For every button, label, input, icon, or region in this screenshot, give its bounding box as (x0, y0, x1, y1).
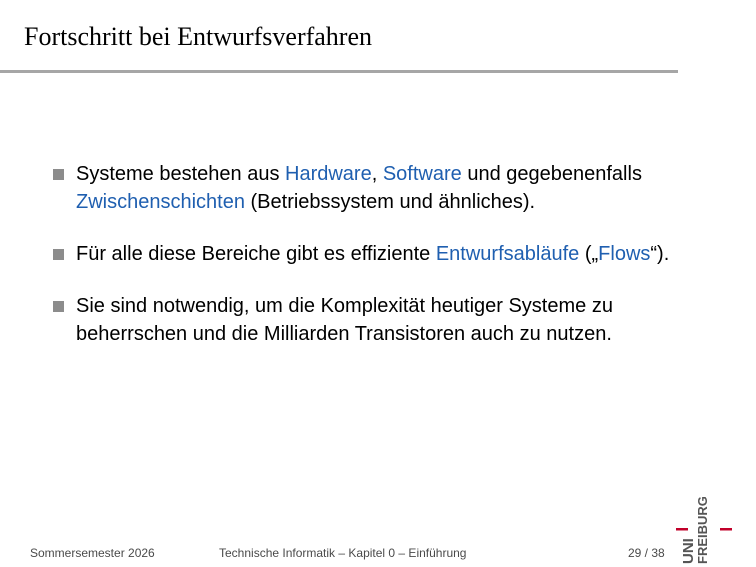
bullet-text: Systeme bestehen aus (76, 163, 286, 185)
bullet-item (52, 292, 692, 348)
highlighted-term: Zwischenschichten (76, 191, 245, 213)
bullet-item (52, 160, 692, 216)
logo-accent-bar-right (720, 528, 732, 531)
bullet-text: Für alle diese Bereiche gibt es effiziente (76, 243, 436, 265)
title-divider (0, 70, 678, 73)
bullet-text: (Betriebssystem und ähnliches). (244, 191, 536, 213)
highlighted-term: Entwurfsabläufe (435, 243, 580, 265)
footer-semester: Sommersemester 2026 (30, 546, 155, 560)
highlighted-term: Flows (598, 243, 651, 265)
highlighted-term: Software (382, 163, 462, 185)
logo-text-uni: UNI (680, 538, 697, 564)
bullet-list (52, 160, 692, 372)
university-logo (674, 476, 734, 566)
bullet-marker-icon (53, 301, 64, 312)
footer-course-title: Technische Informatik – Kapitel 0 – Einführung (219, 546, 467, 560)
footer-page-number: 29 / 38 (628, 546, 665, 560)
highlighted-term: Hardware (285, 163, 372, 185)
bullet-text: („ (579, 243, 599, 265)
bullet-marker-icon (53, 249, 64, 260)
bullet-text: , (371, 163, 383, 185)
logo-text-freiburg: FREIBURG (695, 496, 710, 564)
bullet-text: Sie sind notwendig, um die Komplexität heutiger Systeme zu beherrschen und die Milliarden Transistoren auch zu nutzen. (76, 295, 613, 345)
bullet-text: und gegebenenfalls (461, 163, 642, 185)
bullet-item (52, 240, 692, 268)
logo-accent-bar-left (676, 528, 688, 531)
bullet-text: “). (650, 243, 670, 265)
bullet-marker-icon (53, 169, 64, 180)
slide-title: Fortschritt bei Entwurfsverfahren (24, 22, 373, 51)
